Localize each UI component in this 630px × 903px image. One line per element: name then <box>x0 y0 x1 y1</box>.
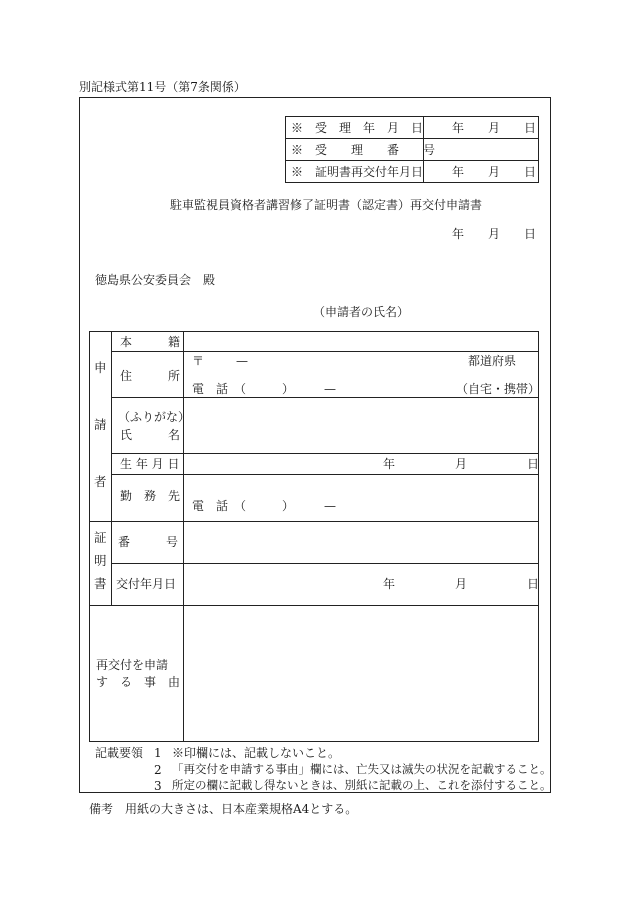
applicant-group-char: 請 <box>94 417 107 432</box>
remark: 備考 用紙の大きさは、日本産業規格A4とする。 <box>89 802 358 816</box>
reason-label-line1: 再交付を申請 <box>96 658 169 672</box>
certificate-group-char: 明 <box>94 553 107 568</box>
receipt-date-value: 年 月 日 <box>452 121 537 135</box>
form-number: 別記様式第11号（第7条関係） <box>79 80 246 94</box>
applicant-group-char: 申 <box>94 360 107 375</box>
form-title: 駐車監視員資格者講習修了証明書（認定書）再交付申請書 <box>170 198 483 212</box>
birth-date-value: 年 月 日 <box>383 457 540 471</box>
reissue-date-value: 年 月 日 <box>452 165 537 179</box>
issue-date-label: 交付年月日 <box>116 577 177 591</box>
certificate-number-label: 番 号 <box>118 535 179 549</box>
receipt-date-label: ※ 受 理 年 月 日 <box>291 121 424 135</box>
notes-heading: 記載要領 <box>95 746 144 760</box>
reason-label-line2: す る 事 由 <box>96 675 181 689</box>
home-phone-label: 電 話 （ ） — <box>192 382 337 396</box>
name-field[interactable] <box>184 398 538 453</box>
addressee: 徳島県公安委員会 殿 <box>95 273 216 287</box>
note-text: 所定の欄に記載し得ないときは、別紙に記載の上、これを添付すること。 <box>172 778 552 792</box>
certificate-group-char: 証 <box>94 530 107 545</box>
reason-field[interactable] <box>184 606 538 741</box>
furigana-label: （ふりがな） <box>118 410 191 424</box>
application-date: 年 月 日 <box>452 227 537 241</box>
certificate-number-field[interactable] <box>184 522 538 563</box>
workplace-phone-label: 電 話 （ ） — <box>192 499 337 513</box>
note-number: 2 <box>154 763 162 777</box>
honseki-label: 本 籍 <box>120 335 181 349</box>
note-number: 1 <box>154 746 162 760</box>
certificate-group-char: 書 <box>94 576 107 591</box>
postal-mark: 〒 <box>192 354 205 368</box>
note-number: 3 <box>154 779 162 793</box>
phone-type-label: （自宅・携帯） <box>456 382 541 396</box>
birth-date-label: 生 年 月 日 <box>120 457 180 471</box>
issue-date-value: 年 月 日 <box>383 577 540 591</box>
reissue-date-label: ※ 証明書再交付年月日 <box>291 165 424 179</box>
applicant-name-label: （申請者の氏名） <box>313 305 410 319</box>
receipt-number-label: ※ 受 理 番 号 <box>291 143 436 157</box>
address-label: 住 所 <box>120 369 181 383</box>
applicant-group-char: 者 <box>94 474 107 489</box>
note-text: ※印欄には、記載しないこと。 <box>172 746 341 760</box>
postal-dash: — <box>236 354 248 368</box>
name-label: 氏 名 <box>120 428 181 442</box>
note-text: 「再交付を申請する事由」欄には、亡失又は滅失の状況を記載すること。 <box>172 762 552 776</box>
prefecture-label: 都道府県 <box>468 354 517 368</box>
workplace-label: 勤 務 先 <box>120 489 181 503</box>
